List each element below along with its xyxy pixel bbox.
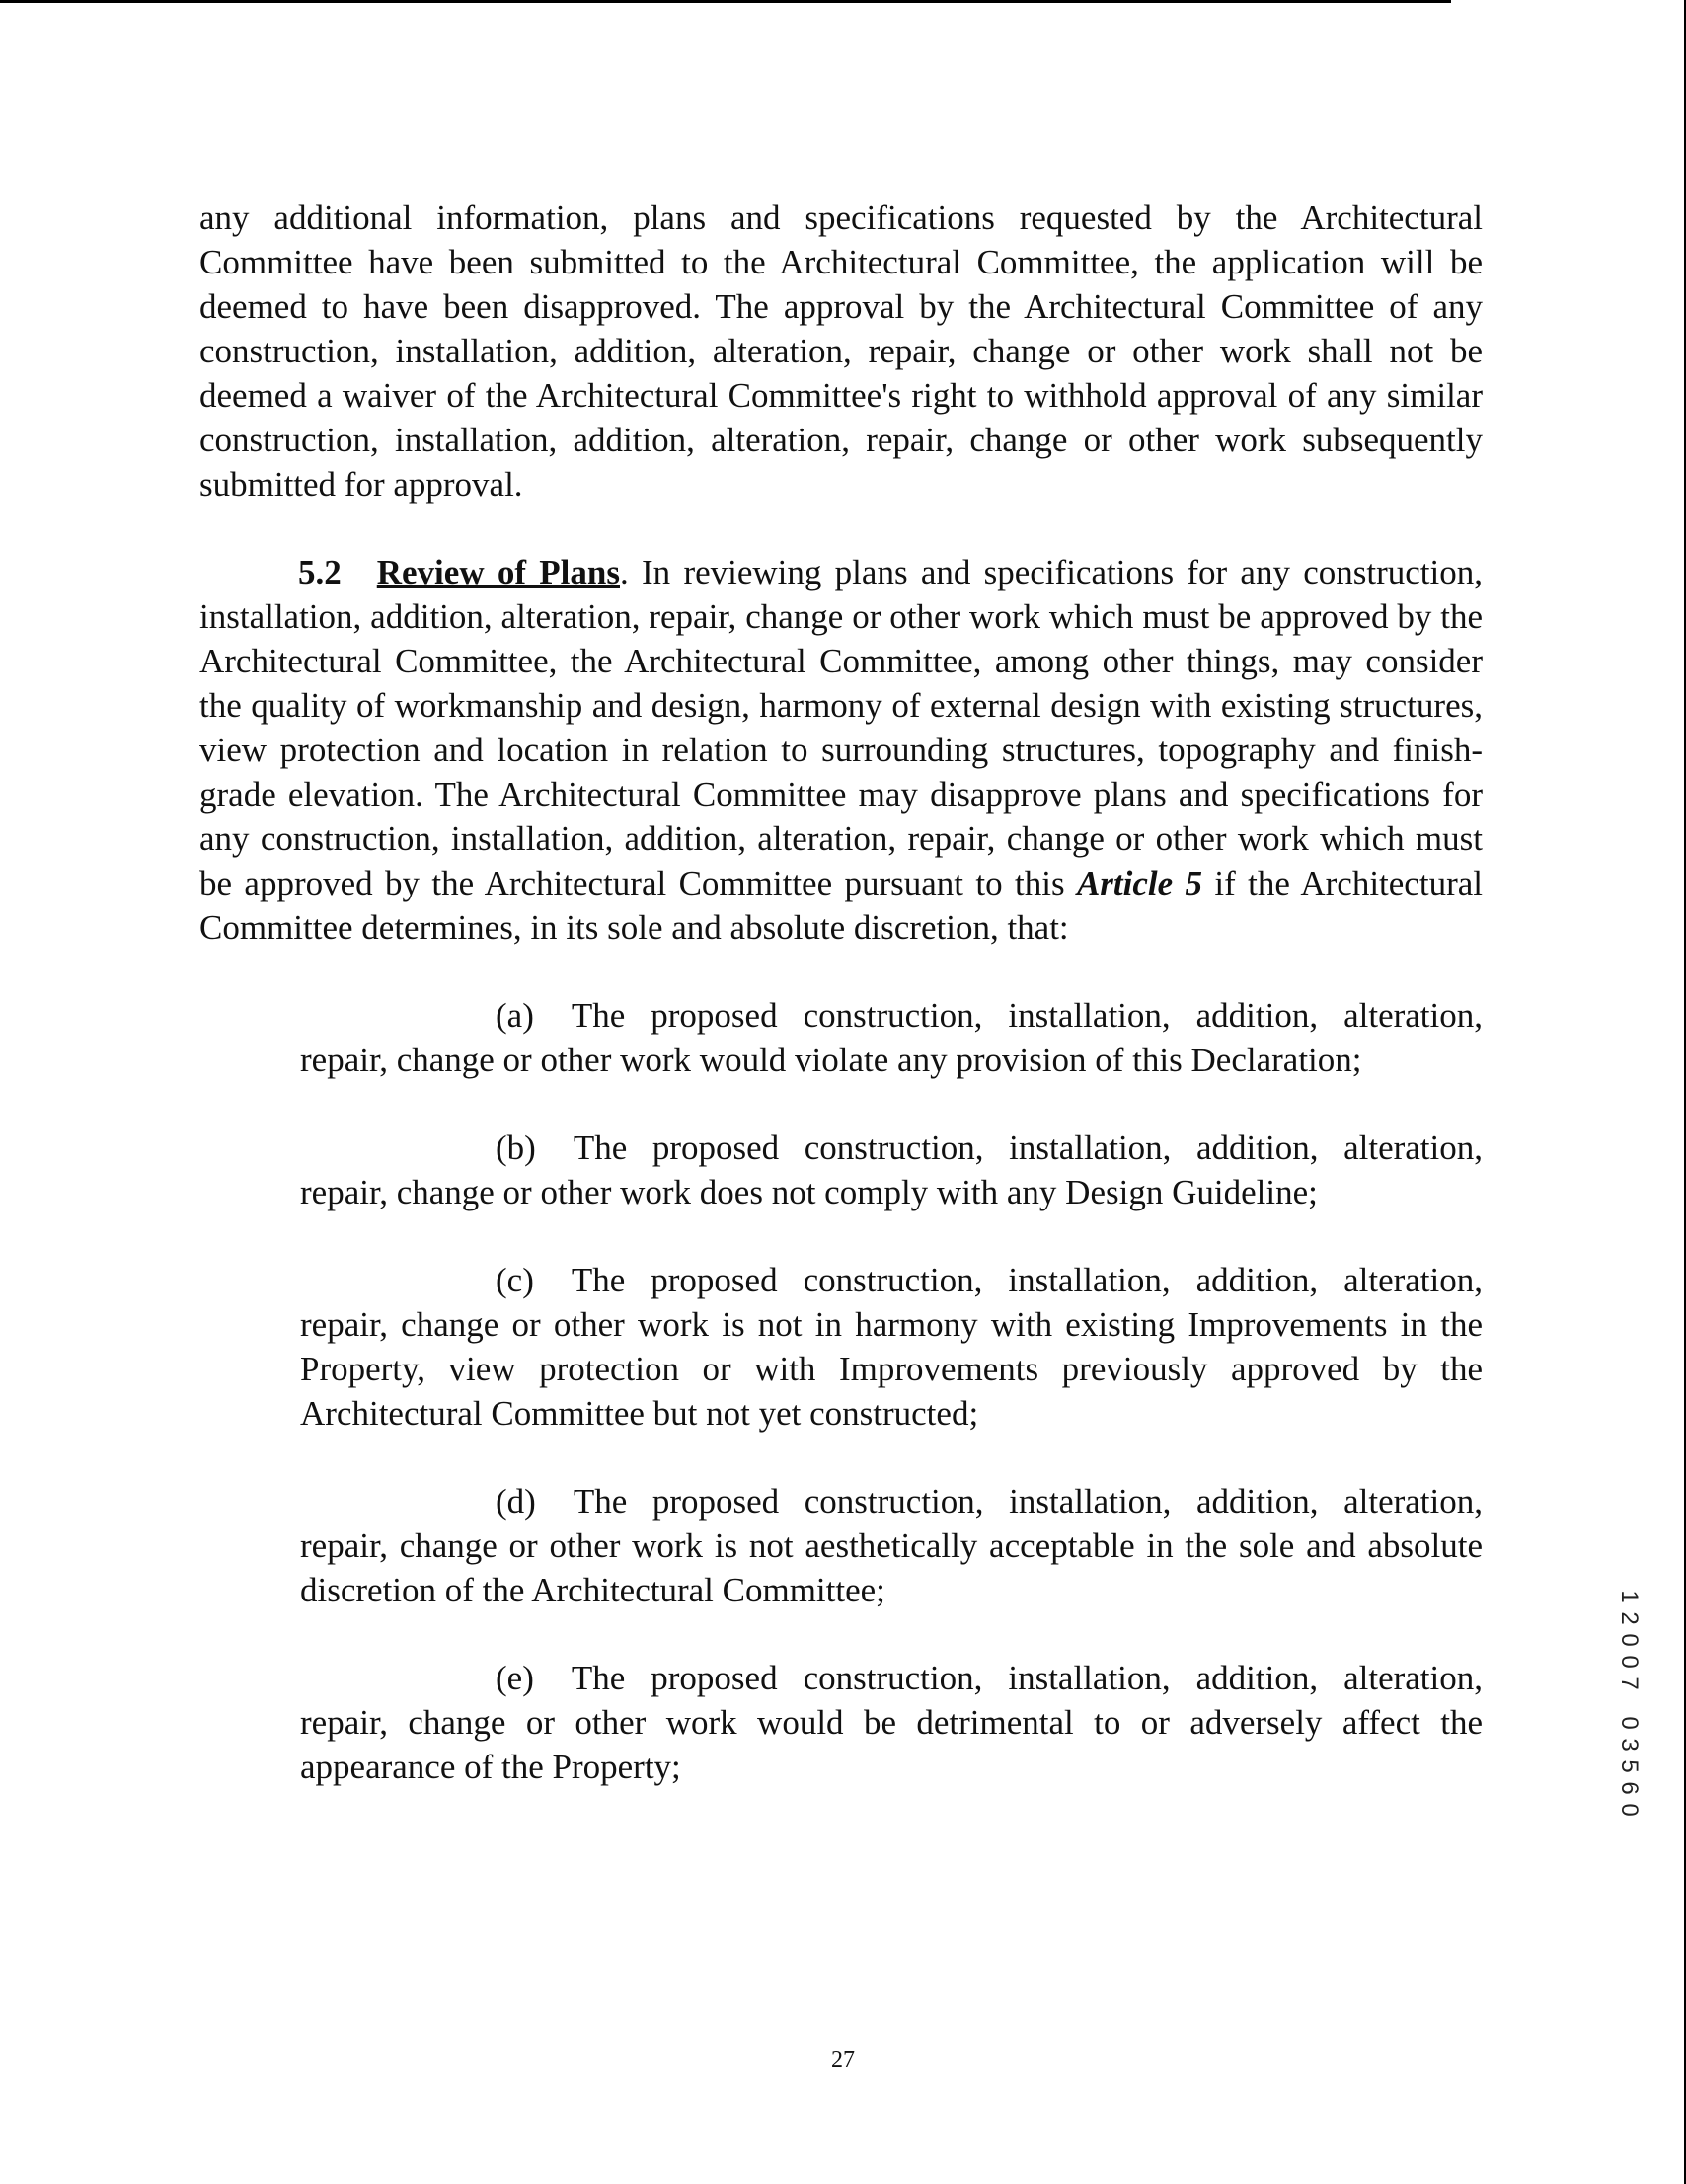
stamp-digit: 0 bbox=[1616, 1655, 1643, 1669]
list-item-label: (a) bbox=[496, 996, 534, 1035]
section-body-before: In reviewing plans and specifications for any construction, installation, addition, alteration, repair, change or other work which must be approved by the Architectural Committee, the Architectural Committee, among other things, may consider the quality of workmanship and design, harmony of external design with existing structures, view protection and location in relation to surrounding structures, topography and finish-grade elevation. The Architectural Committee may disapprove plans and specifications for any construction, installation, addition, alteration, repair, change or other work which must be approved by the Architectural Committee pursuant to this bbox=[199, 553, 1484, 902]
page-number: 27 bbox=[831, 2047, 855, 2072]
list-item-text: The proposed construction, installation, addition, alteration, repair, change or other work is not aesthetically acceptable in the sole and absolute discretion of the Architectural Committee; bbox=[300, 1482, 1483, 1609]
list-item-label: (b) bbox=[496, 1129, 536, 1167]
list-item-label: (c) bbox=[496, 1261, 534, 1299]
list-item-e bbox=[300, 1656, 1483, 1789]
top-border-line bbox=[0, 0, 1451, 3]
list-item-d bbox=[300, 1479, 1483, 1612]
stamp-digit: 0 bbox=[1616, 1803, 1643, 1817]
continuation-paragraph: any additional information, plans and specifications requested by the Architectural Committee have been submitted to the Architectural Committee, the application will be deemed to have been disapproved. The approval by the Architectural Committee of any construction, installation, addition, alteration, repair, change or other work shall not be deemed a waiver of the Architectural Committee's right to withhold approval of any similar construction, installation, addition, alteration, repair, change or other work subsequently submitted for approval. bbox=[199, 198, 1483, 504]
stamp-digit: 5 bbox=[1616, 1759, 1643, 1773]
section-title: Review of Plans bbox=[376, 553, 620, 591]
section-5-2-paragraph bbox=[199, 550, 1483, 950]
article-reference: Article 5 bbox=[1076, 864, 1203, 902]
list-item-label: (e) bbox=[496, 1659, 534, 1697]
section-body-after: if the Architectural Committee determines, in its sole and absolute discretion, that: bbox=[199, 864, 1483, 947]
stamp-digit: 1 bbox=[1616, 1590, 1643, 1603]
recording-number-stamp bbox=[1616, 1586, 1643, 1852]
section-number: 5.2 bbox=[298, 553, 342, 591]
list-item-text: The proposed construction, installation, addition, alteration, repair, change or other work does not comply with any Design Guideline; bbox=[300, 1129, 1483, 1211]
list-item-label: (d) bbox=[496, 1482, 536, 1521]
list-item-c bbox=[300, 1258, 1483, 1436]
stamp-digit: 7 bbox=[1616, 1677, 1643, 1690]
section-title-punct: . bbox=[620, 553, 629, 591]
stamp-digit: 6 bbox=[1616, 1781, 1643, 1795]
stamp-digit: 2 bbox=[1616, 1611, 1643, 1625]
list-item-text: The proposed construction, installation, addition, alteration, repair, change or other work would violate any provision of this Declaration; bbox=[300, 996, 1483, 1079]
stamp-digit: 3 bbox=[1616, 1738, 1643, 1752]
document-page bbox=[199, 195, 1483, 1833]
list-item-text: The proposed construction, installation, addition, alteration, repair, change or other work is not in harmony with existing Improvements in the Property, view protection or with Improvements previously approved by the Architectural Committee but not yet constructed; bbox=[300, 1261, 1483, 1433]
list-item-text: The proposed construction, installation, addition, alteration, repair, change or other work would be detrimental to or adversely affect the appearance of the Property; bbox=[300, 1659, 1483, 1786]
list-item-b bbox=[300, 1126, 1483, 1214]
stamp-digit: 0 bbox=[1616, 1633, 1643, 1647]
list-item-a bbox=[300, 993, 1483, 1082]
stamp-digit: 0 bbox=[1616, 1716, 1643, 1730]
